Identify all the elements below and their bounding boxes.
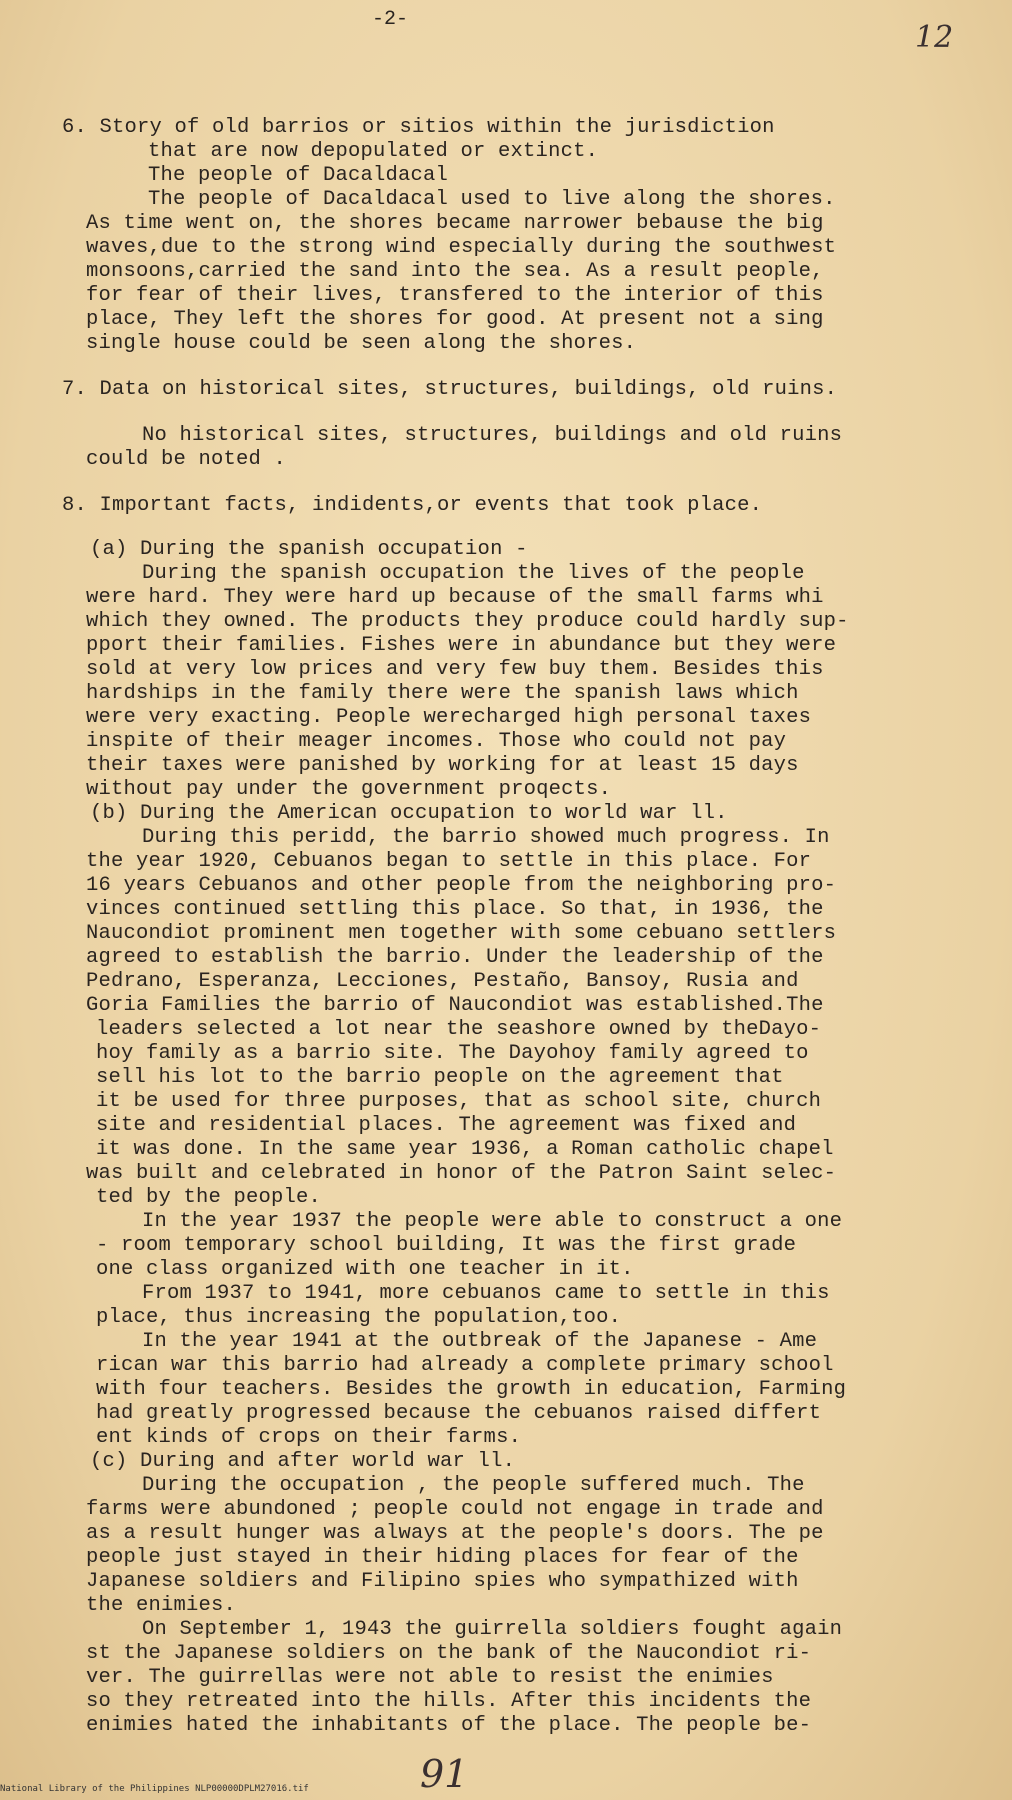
text-line: 7. Data on historical sites, structures, buildings, old ruins.: [62, 378, 838, 401]
text-line: (a) During the spanish occupation -: [90, 538, 528, 561]
text-line: that are now depopulated or extinct.: [148, 140, 599, 163]
handwritten-bottom-number: 91: [420, 1752, 469, 1796]
text-line: On September 1, 1943 the guirrella soldiers fought again: [142, 1618, 843, 1641]
text-line: for fear of their lives, transfered to the interior of this: [86, 284, 824, 307]
text-line: site and residential places. The agreement was fixed and: [96, 1114, 797, 1137]
text-line: could be noted .: [86, 448, 287, 471]
text-line: the year 1920, Cebuanos began to settle in this place. For: [86, 850, 812, 873]
text-line: as a result hunger was always at the people's doors. The pe: [86, 1522, 824, 1545]
text-line: sold at very low prices and very few buy them. Besides this: [86, 658, 824, 681]
text-line: the enimies.: [86, 1594, 237, 1617]
text-line: place, thus increasing the population,too.: [96, 1306, 622, 1329]
text-line: st the Japanese soldiers on the bank of the Naucondiot ri-: [86, 1642, 812, 1665]
text-line: From 1937 to 1941, more cebuanos came to settle in this: [142, 1282, 830, 1305]
text-line: single house could be seen along the shores.: [86, 332, 637, 355]
text-line: Goria Families the barrio of Naucondiot was established.The: [86, 994, 824, 1017]
text-line: so they retreated into the hills. After this incidents the: [86, 1690, 812, 1713]
text-line: Japanese soldiers and Filipino spies who sympathized with: [86, 1570, 799, 1593]
text-line: hardships in the family there were the spanish laws which: [86, 682, 799, 705]
text-line: place, They left the shores for good. At present not a sing: [86, 308, 824, 331]
text-line: Naucondiot prominent men together with some cebuano settlers: [86, 922, 837, 945]
text-line: inspite of their meager incomes. Those who could not pay: [86, 730, 787, 753]
text-line: - room temporary school building, It was the first grade: [96, 1234, 797, 1257]
text-line: were very exacting. People werecharged high personal taxes: [86, 706, 812, 729]
text-line: No historical sites, structures, buildings and old ruins: [142, 424, 843, 447]
text-line: it was done. In the same year 1936, a Roman catholic chapel: [96, 1138, 834, 1161]
text-line: vinces continued settling this place. So that, in 1936, the: [86, 898, 824, 921]
text-line: Pedrano, Esperanza, Lecciones, Pestaño, Bansoy, Rusia and: [86, 970, 799, 993]
text-line: During this peridd, the barrio showed much progress. In: [142, 826, 830, 849]
text-line: monsoons,carried the sand into the sea. As a result people,: [86, 260, 824, 283]
text-line: were hard. They were hard up because of the small farms whi: [86, 586, 824, 609]
text-line: people just stayed in their hiding places for fear of the: [86, 1546, 799, 1569]
page-number: -2-: [372, 8, 409, 31]
text-line: During the occupation , the people suffered much. The: [142, 1474, 805, 1497]
text-line: enimies hated the inhabitants of the place. The people be-: [86, 1714, 812, 1737]
text-line: (c) During and after world war ll.: [90, 1450, 516, 1473]
text-line: farms were abundoned ; people could not engage in trade and: [86, 1498, 824, 1521]
text-line: ver. The guirrellas were not able to resist the enimies: [86, 1666, 774, 1689]
text-line: ted by the people.: [96, 1186, 322, 1209]
text-line: waves,due to the strong wind especially during the southwest: [86, 236, 837, 259]
text-line: had greatly progressed because the cebuanos raised differt: [96, 1402, 822, 1425]
text-line: their taxes were panished by working for at least 15 days: [86, 754, 799, 777]
text-line: (b) During the American occupation to world war ll.: [90, 802, 728, 825]
text-line: 6. Story of old barrios or sitios within the jurisdiction: [62, 116, 775, 139]
text-line: In the year 1941 at the outbreak of the Japanese - Ame: [142, 1330, 818, 1353]
text-line: The people of Dacaldacal used to live along the shores.: [148, 188, 836, 211]
text-line: The people of Dacaldacal: [148, 164, 449, 187]
text-line: 16 years Cebuanos and other people from the neighboring pro-: [86, 874, 837, 897]
text-line: sell his lot to the barrio people on the agreement that: [96, 1066, 784, 1089]
text-line: hoy family as a barrio site. The Dayohoy family agreed to: [96, 1042, 809, 1065]
text-line: it be used for three purposes, that as school site, church: [96, 1090, 822, 1113]
text-line: agreed to establish the barrio. Under the leadership of the: [86, 946, 824, 969]
handwritten-page-number: 12: [915, 20, 954, 55]
text-line: ent kinds of crops on their farms.: [96, 1426, 522, 1449]
archive-footer: National Library of the Philippines NLP00000DPLM27016.tif: [0, 1784, 309, 1794]
text-line: pport their families. Fishes were in abundance but they were: [86, 634, 837, 657]
text-line: 8. Important facts, indidents,or events that took place.: [62, 494, 763, 517]
text-line: without pay under the government proqects.: [86, 778, 612, 801]
text-line: one class organized with one teacher in it.: [96, 1258, 634, 1281]
text-line: rican war this barrio had already a complete primary school: [96, 1354, 834, 1377]
text-line: During the spanish occupation the lives of the people: [142, 562, 805, 585]
text-line: which they owned. The products they produce could hardly sup-: [86, 610, 849, 633]
text-line: In the year 1937 the people were able to construct a one: [142, 1210, 843, 1233]
text-line: leaders selected a lot near the seashore owned by theDayo-: [96, 1018, 822, 1041]
text-line: was built and celebrated in honor of the Patron Saint selec-: [86, 1162, 837, 1185]
text-line: As time went on, the shores became narrower bebause the big: [86, 212, 824, 235]
text-line: with four teachers. Besides the growth in education, Farming: [96, 1378, 847, 1401]
